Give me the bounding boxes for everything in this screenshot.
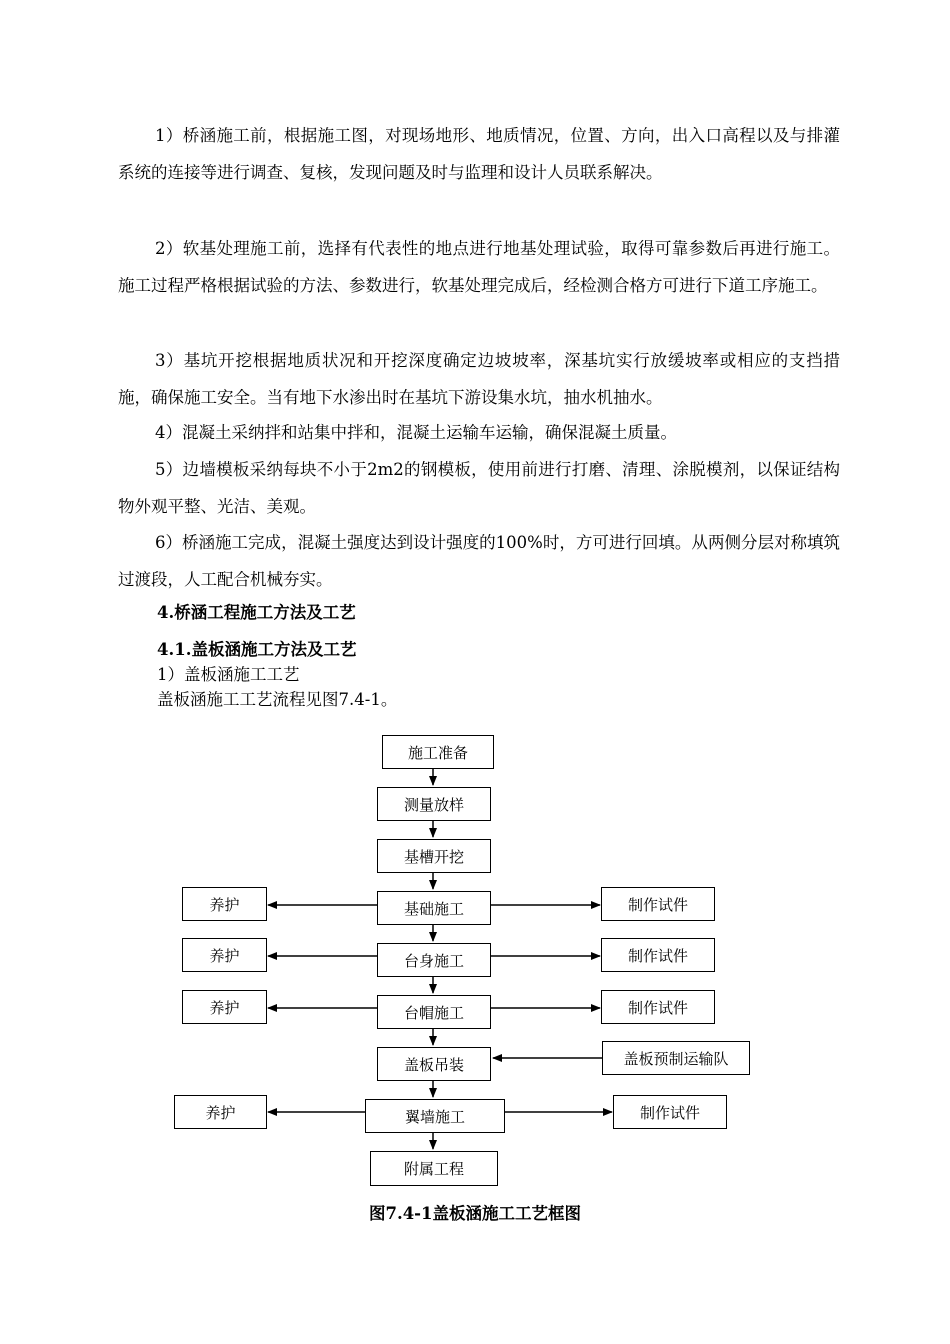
section-heading: 4.桥涵工程施工方法及工艺 [157, 603, 356, 622]
flow-box-curing-2: 养护 [182, 938, 267, 972]
flow-box-specimen-4: 制作试件 [613, 1095, 727, 1129]
paragraph-3: 3）基坑开挖根据地质状况和开挖深度确定边坡坡率，深基坑实行放缓坡率或相应的支挡措施，确保施工安全。当有地下水渗出时在基坑下游设集水坑，抽水机抽水。 [118, 351, 840, 407]
subsection-item: 1）盖板涵施工工艺 [157, 665, 300, 684]
flow-reference: 盖板涵施工工艺流程见图7.4-1。 [157, 690, 398, 709]
flow-box-specimen-1: 制作试件 [601, 887, 715, 921]
flow-box-precast-team: 盖板预制运输队 [602, 1041, 750, 1075]
flow-box-ancillary: 附属工程 [370, 1151, 498, 1186]
figure-caption: 图7.4-1盖板涵施工工艺框图 [368, 1204, 582, 1223]
flow-box-specimen-3: 制作试件 [601, 990, 715, 1024]
flow-box-curing-3: 养护 [182, 990, 267, 1024]
flow-box-curing-1: 养护 [182, 887, 267, 921]
flow-box-slab-lifting: 盖板吊装 [377, 1047, 491, 1081]
paragraph-2: 2）软基处理施工前，选择有代表性的地点进行地基处理试验，取得可靠参数后再进行施工。施工过程严格根据试验的方法、参数进行，软基处理完成后，经检测合格方可进行下道工序施工。 [118, 239, 840, 295]
flow-box-trench: 基槽开挖 [377, 839, 491, 873]
flow-box-wingwall: 翼墙施工 [365, 1099, 505, 1133]
flow-box-foundation: 基础施工 [377, 891, 491, 925]
flow-box-specimen-2: 制作试件 [601, 938, 715, 972]
paragraph-4: 4）混凝土采纳拌和站集中拌和，混凝土运输车运输，确保混凝土质量。 [155, 423, 677, 442]
subsection-heading: 4.1.盖板涵施工方法及工艺 [157, 640, 357, 659]
flow-box-preparation: 施工准备 [382, 735, 494, 769]
flow-box-curing-4: 养护 [174, 1095, 267, 1129]
flow-box-cap: 台帽施工 [377, 995, 491, 1029]
paragraph-1: 1）桥涵施工前，根据施工图，对现场地形、地质情况，位置、方向，出入口高程以及与排灌系统的连接等进行调查、复核，发现问题及时与监理和设计人员联系解决。 [118, 126, 840, 182]
flow-box-survey: 测量放样 [377, 787, 491, 821]
flow-box-abutment: 台身施工 [377, 943, 491, 977]
paragraph-5: 5）边墙模板采纳每块不小于2m2的钢模板，使用前进行打磨、清理、涂脱模剂，以保证结构物外观平整、光洁、美观。 [118, 460, 840, 516]
paragraph-6: 6）桥涵施工完成，混凝土强度达到设计强度的100%时，方可进行回填。从两侧分层对称填筑过渡段，人工配合机械夯实。 [118, 533, 840, 589]
